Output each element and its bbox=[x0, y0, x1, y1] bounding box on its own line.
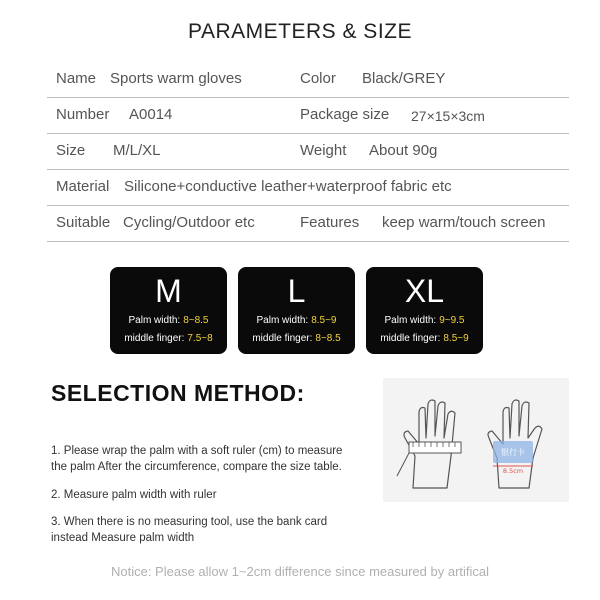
param-row-suitable bbox=[47, 206, 569, 242]
size-card-l bbox=[238, 267, 355, 354]
palm-width-line bbox=[110, 315, 227, 326]
size-letter: XL bbox=[404, 273, 445, 309]
size-card-xl bbox=[366, 267, 483, 354]
param-row-size bbox=[47, 134, 569, 170]
name-label: Name bbox=[56, 70, 97, 87]
palm-width-line bbox=[238, 315, 355, 326]
hand-measurement-illustration bbox=[383, 378, 569, 502]
material-value: Silicone+conductive leather+waterproof fabric etc bbox=[124, 178, 452, 195]
package-value: 27×15×3cm bbox=[411, 108, 485, 124]
palm-width-line bbox=[366, 315, 483, 326]
step-3-line-2: instead Measure palm width bbox=[51, 532, 195, 544]
features-value: keep warm/touch screen bbox=[382, 214, 546, 231]
step-1 bbox=[51, 443, 371, 475]
features-label: Features bbox=[300, 214, 360, 231]
middle-finger-line bbox=[110, 333, 227, 344]
measuring-tape-icon bbox=[397, 442, 461, 476]
middle-finger-label: middle finger: bbox=[380, 333, 441, 344]
package-label: Package size bbox=[300, 106, 390, 123]
step-2: 2. Measure palm width with ruler bbox=[51, 489, 217, 501]
selection-method-title: SELECTION METHOD: bbox=[51, 380, 305, 406]
middle-finger-value: 8~8.5 bbox=[315, 333, 341, 344]
step-1-line-1: 1. Please wrap the palm with a soft ruler (cm) to measure bbox=[51, 445, 343, 457]
color-value: Black/GREY bbox=[362, 70, 446, 87]
palm-width-value: 8.5~9 bbox=[311, 315, 337, 326]
middle-finger-line bbox=[366, 333, 483, 344]
step-3 bbox=[51, 514, 371, 546]
hands-icon bbox=[383, 378, 569, 502]
name-value: Sports warm gloves bbox=[110, 70, 242, 87]
notice-text: Notice: Please allow 1~2cm difference since measured by artifical bbox=[110, 564, 490, 579]
suitable-value: Cycling/Outdoor etc bbox=[123, 214, 255, 231]
number-label: Number bbox=[56, 106, 110, 123]
palm-width-label: Palm width: bbox=[256, 315, 309, 326]
weight-label: Weight bbox=[300, 142, 347, 159]
bank-card-label: 银行卡 bbox=[501, 448, 525, 457]
weight-value: About 90g bbox=[369, 142, 438, 159]
card-measure-label: 8.5cm bbox=[502, 467, 524, 475]
palm-width-label: Palm width: bbox=[128, 315, 181, 326]
row-divider bbox=[47, 241, 569, 242]
param-row-material bbox=[47, 170, 569, 206]
middle-finger-line bbox=[238, 333, 355, 344]
suitable-label: Suitable bbox=[56, 214, 111, 231]
middle-finger-value: 7.5~8 bbox=[187, 333, 213, 344]
param-row-number bbox=[47, 98, 569, 134]
size-card-m bbox=[110, 267, 227, 354]
param-row-name bbox=[47, 62, 569, 98]
size-label: Size bbox=[56, 142, 86, 159]
size-value: M/L/XL bbox=[113, 142, 161, 159]
palm-width-label: Palm width: bbox=[384, 315, 437, 326]
middle-finger-label: middle finger: bbox=[124, 333, 185, 344]
page-title: PARAMETERS & SIZE bbox=[188, 20, 412, 43]
palm-width-value: 8~8.5 bbox=[183, 315, 209, 326]
material-label: Material bbox=[56, 178, 110, 195]
step-3-line-1: 3. When there is no measuring tool, use the bank card bbox=[51, 516, 328, 528]
middle-finger-value: 8.5~9 bbox=[443, 333, 469, 344]
palm-width-value: 9~9.5 bbox=[439, 315, 465, 326]
color-label: Color bbox=[300, 70, 336, 87]
size-letter: M bbox=[155, 273, 182, 309]
step-1-line-2: the palm After the circumference, compare the size table. bbox=[51, 461, 342, 473]
middle-finger-label: middle finger: bbox=[252, 333, 313, 344]
size-letter: L bbox=[287, 273, 306, 309]
number-value: A0014 bbox=[129, 106, 173, 123]
